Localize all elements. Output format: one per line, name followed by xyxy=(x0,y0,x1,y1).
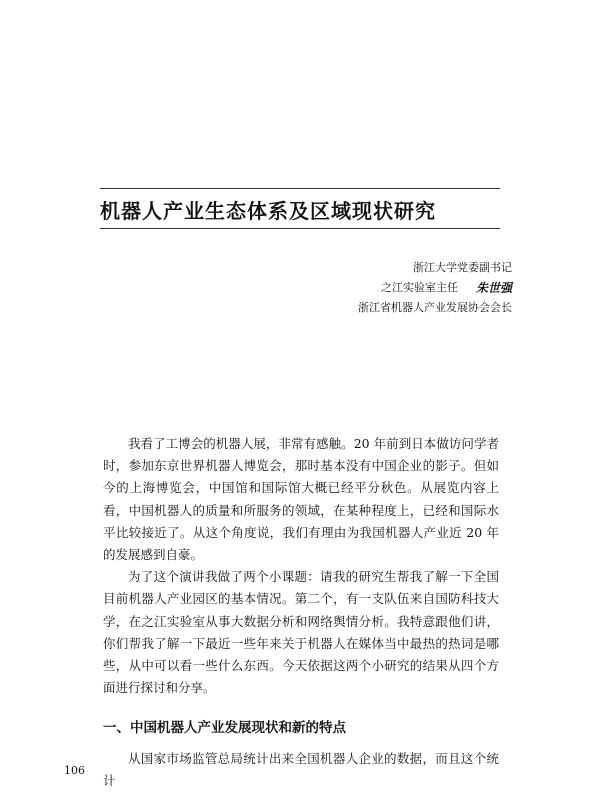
body-paragraph: 我看了工博会的机器人展，非常有感触。20 年前到日本做访问学者时，参加东京世界机器人博览会，那时基本没有中国企业的影子。但如今的上海博览会，中国馆和国际馆大概已经平分秋色。从展览内容上看，中国机器人的质量和所服务的领域，在某种程度上，已经和国际水平比较接近了。从这个角度说，我们有理由为我国机器人产业近 20 年的发展感到自豪。 xyxy=(103,436,499,563)
author-name: 朱世强 xyxy=(475,281,512,295)
page-number: 106 xyxy=(64,764,85,777)
author-affiliation-row xyxy=(358,258,512,278)
section-heading: 一、中国机器人产业发展现状和新的特点 xyxy=(103,720,346,737)
article-body xyxy=(103,433,499,792)
author-affiliation-row xyxy=(358,278,512,298)
author-affiliation: 浙江省机器人产业发展协会会长 xyxy=(358,301,512,314)
body-paragraph: 为了这个演讲我做了两个小课题：请我的研究生帮我了解一下全国目前机器人产业园区的基本情况。第二个，有一支队伍来自国防科技大学，在之江实验室从事大数据分析和网络舆情分析。我特意跟他们讲，你们帮我了解一下最近一些年来关于机器人在媒体当中最热的热词是哪些，从中可以看一些什么东西。今天依据这两个小研究的结果从四个方面进行探讨和分享。 xyxy=(103,569,499,696)
title-bottom-rule xyxy=(100,228,500,229)
article-title: 机器人产业生态体系及区域现状研究 xyxy=(100,199,436,223)
title-top-rule xyxy=(100,188,500,189)
author-block xyxy=(358,258,512,318)
body-paragraph: 从国家市场监管总局统计出来全国机器人企业的数据，而且这个统计 xyxy=(103,750,499,788)
author-affiliation: 之江实验室主任 xyxy=(380,281,458,294)
author-affiliation-row xyxy=(358,298,512,318)
author-affiliation: 浙江大学党委副书记 xyxy=(413,261,512,274)
